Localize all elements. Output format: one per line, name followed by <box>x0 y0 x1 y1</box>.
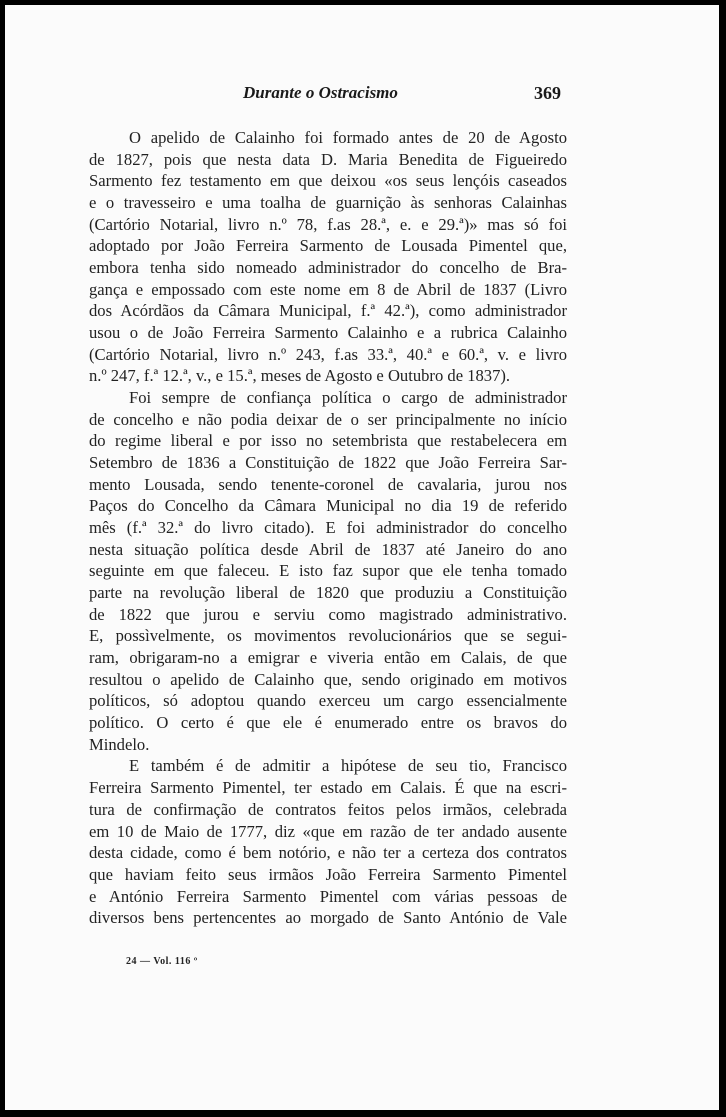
text-line: dos Acórdãos da Câmara Municipal, f.ª 42.ª), como administrador <box>89 301 567 321</box>
text-line: nesta situação política desde Abril de 1837 até Janeiro do ano <box>89 539 567 559</box>
text-line: Setembro de 1836 a Constituição de 1822 que João Ferreira Sar- <box>89 453 567 473</box>
text-line: adoptado por João Ferreira Sarmento de Lousada Pimentel que, <box>89 236 567 256</box>
text-line: de 1822 que jurou e serviu como magistrado administrativo. <box>89 604 567 624</box>
page-number: 369 <box>534 83 561 103</box>
text-line: (Cartório Notarial, livro n.º 243, f.as 33.ª, 40.ª e 60.ª, v. e livro <box>89 344 567 364</box>
text-line: que haviam feito seus irmãos João Ferreira Sarmento Pimentel <box>89 864 567 884</box>
text-line: embora tenha sido nomeado administrador do concelho de Bra- <box>89 258 567 278</box>
text-line: Paços do Concelho da Câmara Municipal no dia 19 de referido <box>89 496 567 516</box>
text-line: de concelho e não podia deixar de o ser principalmente no início <box>89 409 567 429</box>
text-line: resultou o apelido de Calainho que, sendo originado em motivos <box>89 669 567 689</box>
text-line: políticos, só adoptou quando exerceu um cargo essencialmente <box>89 691 567 711</box>
text-line: n.º 247, f.ª 12.ª, v., e 15.ª, meses de Agosto e Outubro de 1837). <box>89 366 511 386</box>
text-line: E também é de admitir a hipótese de seu tio, Francisco <box>129 756 567 776</box>
text-line: ram, obrigaram-no a emigrar e viveria então em Calais, de que <box>89 648 567 668</box>
text-line: diversos bens pertencentes ao morgado de Santo António de Vale <box>89 908 567 928</box>
running-title: Durante o Ostracismo <box>243 83 398 102</box>
text-line: tura de confirmação de contratos feitos pelos irmãos, celebrada <box>89 799 567 819</box>
text-line: e o travesseiro e uma toalha de guarnição às senhoras Calainhas <box>89 193 567 213</box>
text-line: do regime liberal e por isso no setembrista que restabelecera em <box>89 431 567 451</box>
text-line: gança e empossado com este nome em 8 de Abril de 1837 (Livro <box>89 279 567 299</box>
text-line: usou o de João Ferreira Sarmento Calainho e a rubrica Calainho <box>89 323 567 343</box>
text-line: político. O certo é que ele é enumerado entre os bravos do <box>89 713 567 733</box>
text-line: mento Lousada, sendo tenente-coronel de cavalaria, jurou nos <box>89 474 567 494</box>
text-line: Mindelo. <box>89 734 150 754</box>
text-line: Sarmento fez testamento em que deixou «os seus lençóis caseados <box>89 171 567 191</box>
signature-mark: 24 — Vol. 116 º <box>126 956 198 967</box>
text-line: parte na revolução liberal de 1820 que produziu a Constituição <box>89 583 567 603</box>
text-line: seguinte em que faleceu. E isto faz supor que ele tenha tomado <box>89 561 567 581</box>
book-page <box>5 5 719 1110</box>
text-line: de 1827, pois que nesta data D. Maria Benedita de Figueiredo <box>89 149 567 169</box>
text-line: O apelido de Calainho foi formado antes de 20 de Agosto <box>129 128 567 147</box>
text-line: e António Ferreira Sarmento Pimentel com várias pessoas de <box>89 886 567 906</box>
text-line: E, possìvelmente, os movimentos revolucionários que se segui- <box>89 626 567 646</box>
body-text <box>89 127 567 929</box>
text-line: desta cidade, como é bem notório, e não ter a certeza dos contratos <box>89 843 567 863</box>
text-line: em 10 de Maio de 1777, diz «que em razão de ter andado ausente <box>89 821 567 841</box>
text-line: mês (f.ª 32.ª do livro citado). E foi administrador do concelho <box>89 518 567 538</box>
page-header <box>5 83 719 107</box>
text-line: (Cartório Notarial, livro n.º 78, f.as 28.ª, e. e 29.ª)» mas só foi <box>89 214 567 234</box>
text-line: Ferreira Sarmento Pimentel, ter estado em Calais. É que na escri- <box>89 778 567 798</box>
text-line: Foi sempre de confiança política o cargo de administrador <box>129 388 567 408</box>
